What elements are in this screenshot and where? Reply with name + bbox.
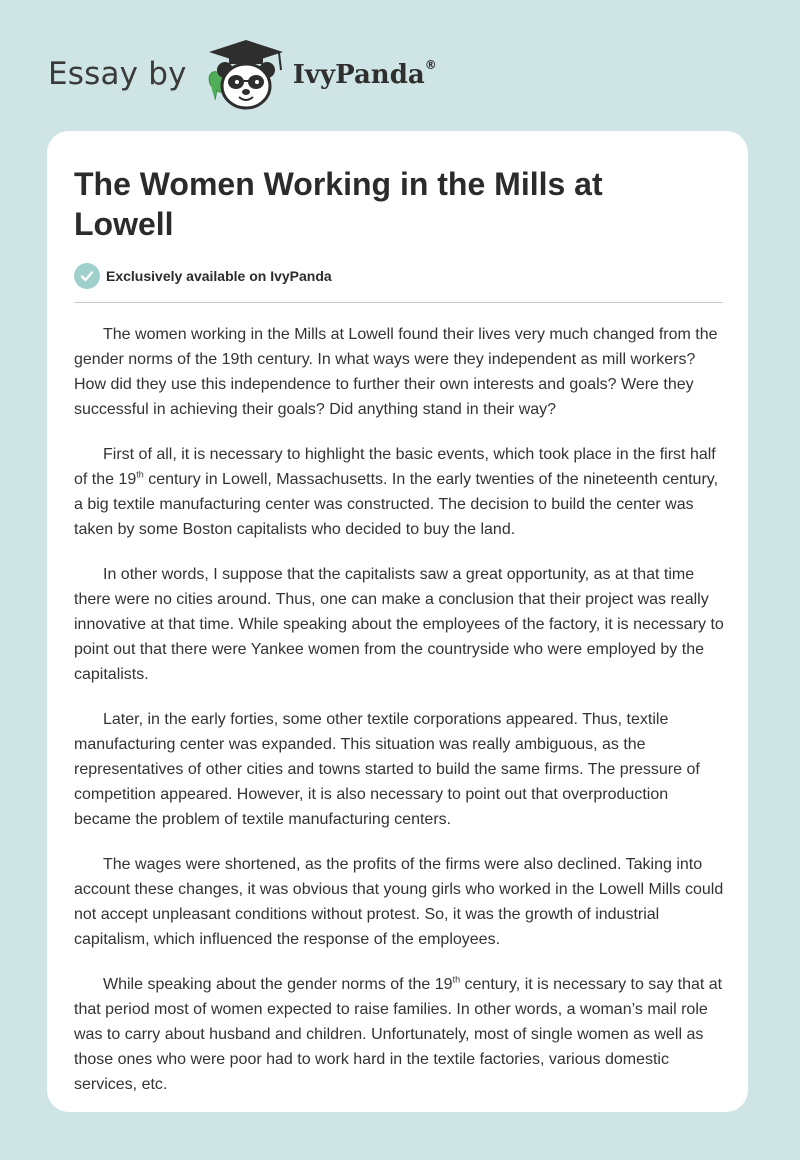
brand-name[interactable]	[293, 58, 437, 90]
trademark-symbol: ®	[424, 58, 437, 72]
brand-text: IvyPanda	[292, 60, 425, 90]
paragraph-1: The women working in the Mills at Lowell found their lives very much changed from the gender norms of the 19th century. In what ways were they independent as mill workers? How did they use this independence to further their own interests and goals? Were they successful in achieving their goals? Did anything stand in their way?	[74, 326, 718, 418]
paragraph-2-text-b: century in Lowell, Massachusetts. In the early twenties of the nineteenth century, a big textile manufacturing center was constructed. The decision to build the center was taken by some Boston capitalists who decided to buy the land.	[74, 471, 719, 538]
essay-card	[47, 131, 748, 1112]
site-header	[48, 34, 437, 114]
panda-graduate-icon[interactable]	[201, 34, 291, 114]
paragraph-6	[74, 972, 726, 1097]
essay-by-label: Essay by	[48, 56, 187, 92]
paragraph-6-text-b: century, it is necessary to say that at that period most of women expected to raise families. In other words, a woman’s mail role was to carry about husband and children. Unfortunately, most of single women as well as those ones who were poor had to work hard in the textile factories, various domestic services, etc.	[74, 976, 723, 1093]
exclusive-badge	[74, 263, 332, 289]
essay-body	[74, 322, 726, 1117]
ordinal-suffix: th	[452, 974, 461, 985]
essay-title: The Women Working in the Mills at Lowell	[74, 166, 603, 242]
paragraph-5: The wages were shortened, as the profits of the firms were also declined. Taking into account these changes, it was obvious that young girls who worked in the Lowell Mills could not accept unpleasant conditions without protest. So, it was the growth of industrial capitalism, which influenced the response of the employees.	[74, 856, 724, 948]
check-icon	[74, 263, 100, 289]
ordinal-suffix: th	[136, 469, 144, 480]
paragraph-2-text-a: First of all, it is necessary to highlight the basic events, which took place in the first half of the 19	[74, 446, 716, 488]
divider	[74, 302, 723, 303]
paragraph-3: In other words, I suppose that the capitalists saw a great opportunity, as at that time there were no cities around. Thus, one can make a conclusion that their project was really innovative at that time. While speaking about the employees of the factory, it is necessary to point out that there were Yankee women from the countryside who were employed by the capitalists.	[74, 566, 724, 683]
exclusive-badge-label: Exclusively available on IvyPanda	[106, 268, 332, 284]
paragraph-4: Later, in the early forties, some other textile corporations appeared. Thus, textile manufacturing center was expanded. This situation was really ambiguous, as the representatives of other cities and towns started to build the same firms. The pressure of competition appeared. However, it is also necessary to point out that overproduction became the problem of textile manufacturing centers.	[74, 711, 700, 828]
paragraph-2	[74, 442, 726, 542]
paragraph-6-text-a: While speaking about the gender norms of the 19	[103, 976, 453, 993]
